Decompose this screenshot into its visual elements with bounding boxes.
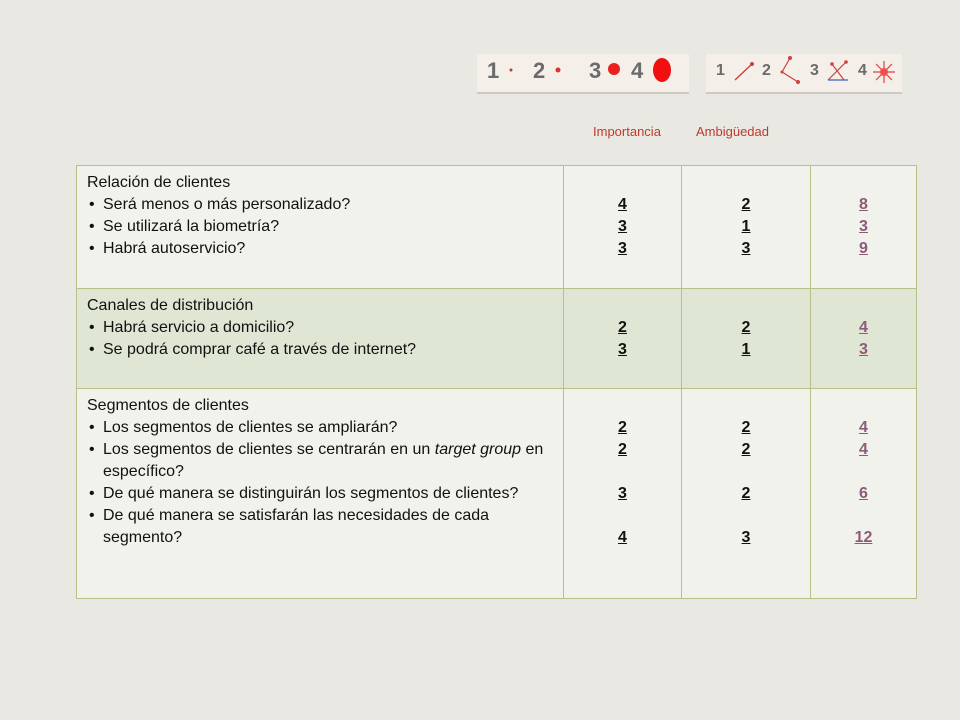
questions-cell bbox=[77, 166, 564, 289]
importance-cell bbox=[564, 289, 682, 389]
ambiguity-value: 2 bbox=[741, 441, 751, 458]
importance-value: 4 bbox=[618, 196, 627, 213]
small-dot-icon bbox=[553, 65, 563, 75]
section-title: Segmentos de clientes bbox=[87, 397, 249, 414]
question-italic: target bbox=[434, 441, 476, 458]
list-item: • Se utilizará la biometría? bbox=[87, 216, 553, 238]
header-importance: Importancia bbox=[593, 124, 661, 139]
header-ambiguity: Ambigüedad bbox=[696, 124, 769, 139]
score-cell bbox=[811, 389, 917, 599]
ambiguity-value: 2 bbox=[741, 196, 751, 213]
importance-value: 3 bbox=[618, 218, 627, 235]
importance-value: 4 bbox=[618, 529, 627, 546]
importance-value: 3 bbox=[618, 485, 627, 502]
list-item: • Los segmentos de clientes se ampliarán? bbox=[87, 417, 553, 439]
tiny-dot-icon bbox=[507, 66, 515, 74]
legend-ambiguity-1: 1 bbox=[716, 62, 725, 79]
ambiguity-value: 2 bbox=[741, 319, 751, 336]
ambiguity-value: 2 bbox=[741, 419, 751, 436]
questions-cell bbox=[77, 389, 564, 599]
ambiguity-value: 1 bbox=[741, 341, 751, 358]
score-cell bbox=[811, 166, 917, 289]
importance-value: 2 bbox=[618, 441, 627, 458]
table-row bbox=[77, 289, 917, 389]
importance-value: 3 bbox=[618, 341, 627, 358]
ambiguity-legend bbox=[706, 54, 902, 94]
score-value: 9 bbox=[859, 240, 868, 257]
score-value: 3 bbox=[859, 341, 868, 358]
importance-cell bbox=[564, 166, 682, 289]
score-value: 8 bbox=[859, 196, 868, 213]
score-value: 4 bbox=[859, 441, 868, 458]
list-item: • Será menos o más personalizado? bbox=[87, 194, 553, 216]
ambiguity-cell bbox=[682, 389, 811, 599]
question-italic: group bbox=[480, 441, 522, 458]
score-value: 4 bbox=[859, 419, 868, 436]
section-title: Relación de clientes bbox=[87, 174, 231, 191]
two-arrows-icon bbox=[778, 56, 804, 86]
importance-legend bbox=[477, 54, 689, 94]
legend-ambiguity-4: 4 bbox=[858, 62, 867, 79]
evaluation-table bbox=[76, 165, 917, 599]
importance-value: 2 bbox=[618, 319, 627, 336]
medium-dot-icon bbox=[607, 62, 621, 76]
question-text: en específico? bbox=[103, 441, 544, 480]
three-arrows-icon bbox=[824, 58, 852, 86]
list-item: • Se podrá comprar café a través de internet? bbox=[87, 339, 553, 361]
ambiguity-value: 1 bbox=[741, 218, 751, 235]
importance-cell bbox=[564, 389, 682, 599]
one-arrow-icon bbox=[732, 60, 756, 84]
ambiguity-value: 3 bbox=[741, 529, 751, 546]
list-item: • De qué manera se distinguirán los segmentos de clientes? bbox=[87, 483, 553, 505]
large-dot-icon bbox=[651, 56, 673, 84]
starburst-icon bbox=[872, 60, 896, 84]
score-value: 12 bbox=[854, 529, 873, 546]
importance-value: 2 bbox=[618, 419, 627, 436]
legend-importance-2: 2 bbox=[533, 58, 546, 83]
score-cell bbox=[811, 289, 917, 389]
score-value: 3 bbox=[859, 218, 868, 235]
section-title: Canales de distribución bbox=[87, 297, 254, 314]
ambiguity-cell bbox=[682, 166, 811, 289]
table-row bbox=[77, 166, 917, 289]
table-row bbox=[77, 389, 917, 599]
list-item: • Habrá autoservicio? bbox=[87, 238, 553, 260]
legend-importance-1: 1 bbox=[487, 58, 500, 83]
list-item: • De qué manera se satisfarán las necesidades de cada segmento? bbox=[87, 505, 553, 549]
ambiguity-cell bbox=[682, 289, 811, 389]
ambiguity-value: 2 bbox=[741, 485, 751, 502]
score-value: 6 bbox=[859, 485, 868, 502]
legend-ambiguity-2: 2 bbox=[762, 62, 771, 79]
questions-cell bbox=[77, 289, 564, 389]
legend-importance-3: 3 bbox=[589, 58, 602, 83]
importance-value: 3 bbox=[618, 240, 627, 257]
score-value: 4 bbox=[859, 319, 868, 336]
question-text: Los segmentos de clientes se centrarán en un bbox=[103, 441, 431, 458]
legend-ambiguity-3: 3 bbox=[810, 62, 819, 79]
list-item bbox=[87, 439, 553, 483]
list-item: • Habrá servicio a domicilio? bbox=[87, 317, 553, 339]
ambiguity-value: 3 bbox=[741, 240, 751, 257]
legend-importance-4: 4 bbox=[631, 58, 644, 83]
